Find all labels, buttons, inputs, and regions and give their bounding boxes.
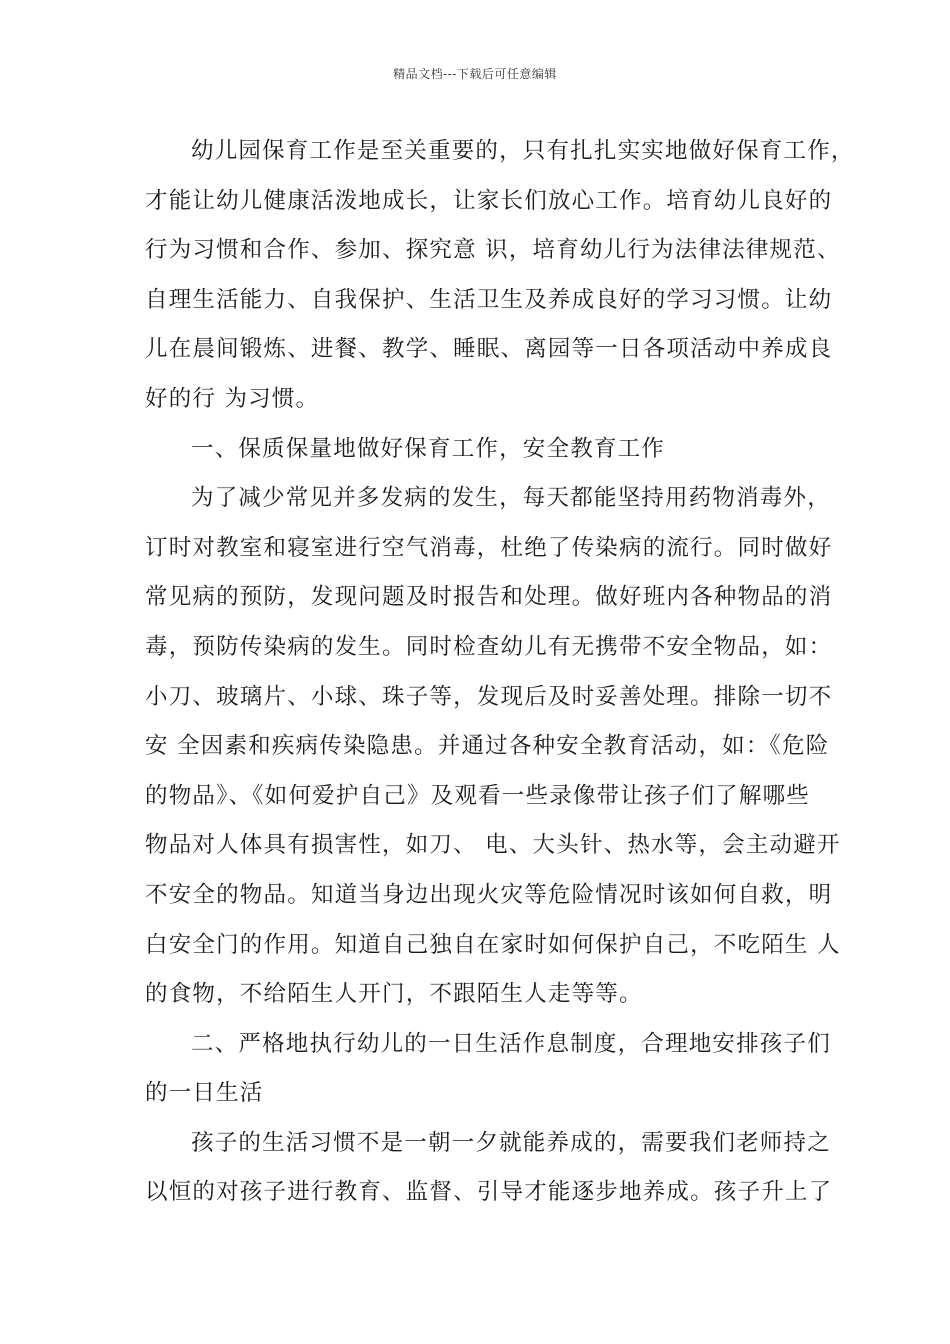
paragraph-line: 毒，预防传染病的发生。同时检查幼儿有无携带不安全物品，如： [145, 633, 833, 660]
paragraph-line: 才能让幼儿健康活泼地成长，让家长们放心工作。培育幼儿良好的 [145, 187, 833, 214]
paragraph-line: 的物品》、《如何爱护自己》及观看一些录像带让孩子们了解哪些 [145, 782, 810, 809]
section-heading: 二、严格地执行幼儿的一日生活作息制度，合理地安排孩子们 [191, 1030, 831, 1057]
paragraph-line: 物品对人体具有损害性，如刀、 电、大头针、热水等，会主动避开 [145, 832, 841, 859]
paragraph-line: 订时对教室和寝室进行空气消毒，杜绝了传染病的流行。同时做好 [145, 534, 833, 561]
document-body [145, 127, 855, 1218]
section-heading-continued: 的一日生活 [145, 1080, 264, 1107]
paragraph-line: 安 全因素和疾病传染隐患。并通过各种安全教育活动，如：《危险 [145, 733, 830, 760]
paragraph-line: 为了减少常见并多发病的发生，每天都能坚持用药物消毒外， [191, 485, 831, 512]
paragraph-line: 幼儿园保育工作是至关重要的，只有扎扎实实地做好保育工作， [191, 138, 855, 164]
paragraph-line: 不安全的物品。知道当身边出现火灾等危险情况时该如何自救，明 [145, 881, 833, 908]
paragraph-line: 孩子的生活习惯不是一朝一夕就能养成的，需要我们老师持之 [191, 1129, 831, 1156]
page-header: 精品文档---下载后可任意编辑 [393, 67, 557, 81]
paragraph-line: 儿在晨间锻炼、进餐、教学、睡眠、离园等一日各项活动中养成良 [145, 336, 833, 363]
paragraph-line: 常见病的预防，发现问题及时报告和处理。做好班内各种物品的消 [145, 584, 833, 611]
paragraph-line: 白安全门的作用。知道自己独自在家时如何保护自己，不吃陌生 人 [145, 931, 841, 958]
section-heading: 一、保质保量地做好保育工作，安全教育工作 [191, 435, 666, 462]
paragraph-line: 行为习惯和合作、参加、探究意 识，培育幼儿行为法律法律规范、 [145, 237, 841, 264]
paragraph-line: 的食物，不给陌生人开门，不跟陌生人走等等。 [145, 981, 643, 1008]
paragraph-line: 自理生活能力、自我保护、生活卫生及养成良好的学习习惯。让幼 [145, 286, 833, 313]
paragraph-line: 好的行 为习惯。 [145, 385, 320, 412]
paragraph-line: 以恒的对孩子进行教育、监督、引导才能逐步地养成。孩子升上了 [145, 1179, 833, 1206]
paragraph-line: 小刀、玻璃片、小球、珠子等，发现后及时妥善处理。排除一切不 [145, 683, 833, 710]
